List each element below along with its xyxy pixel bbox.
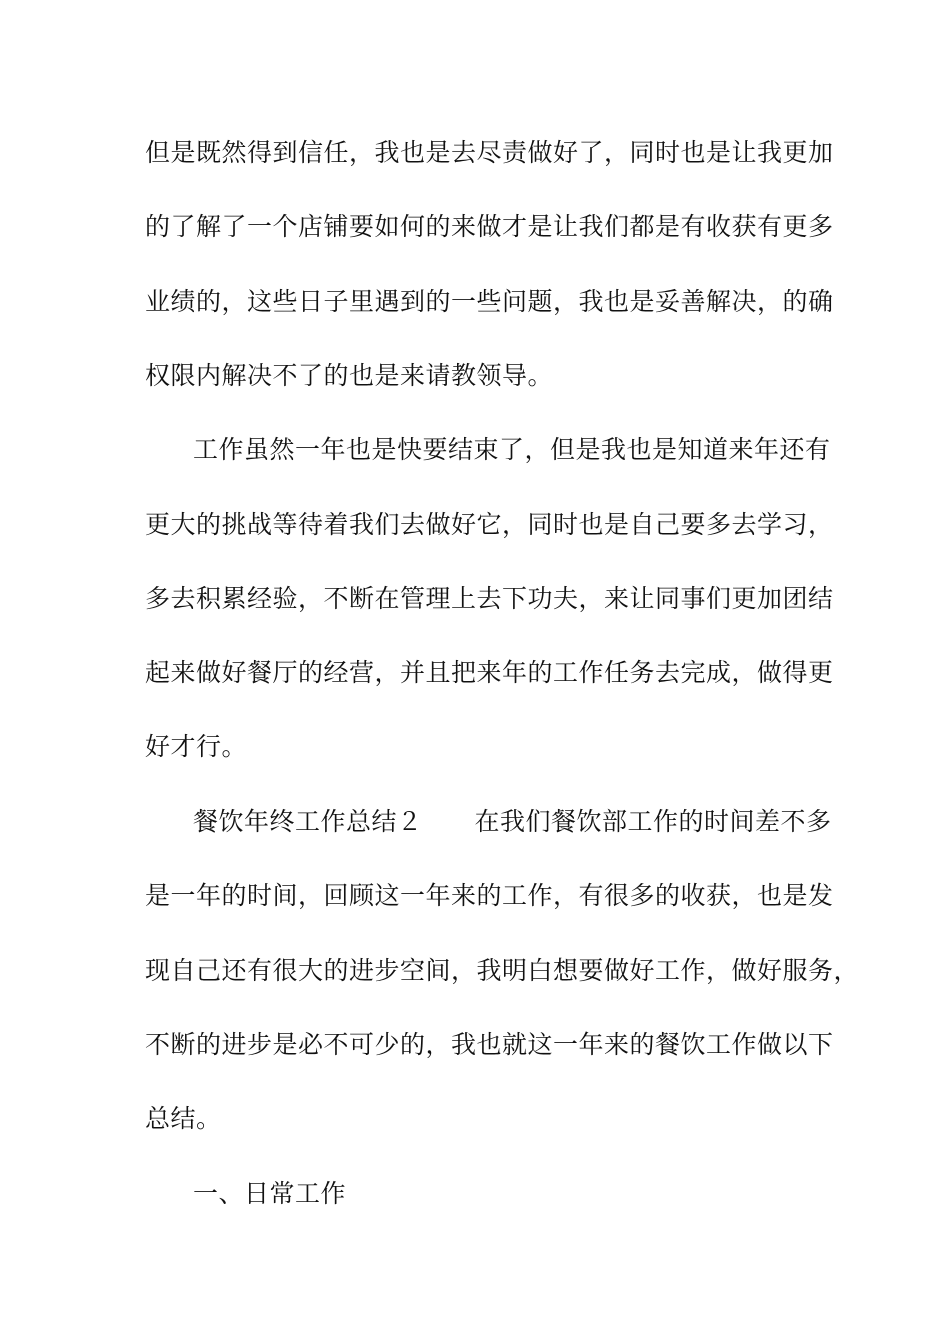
paragraph-line: 不断的进步是必不可少的，我也就这一年来的餐饮工作做以下 [145, 1030, 834, 1059]
subsection-heading: 一、日常工作 [193, 1179, 347, 1208]
paragraph-text: 在我们餐饮部工作的时间差不多 [474, 807, 832, 836]
paragraph-line: 起来做好餐厅的经营，并且把来年的工作任务去完成，做得更 [145, 658, 834, 687]
paragraph-line: 但是既然得到信任，我也是去尽责做好了，同时也是让我更加 [145, 138, 834, 167]
paragraph-line: 业绩的，这些日子里遇到的一些问题，我也是妥善解决，的确 [145, 287, 834, 316]
section-title-line [193, 802, 893, 842]
paragraph-line: 现自己还有很大的进步空间，我明白想要做好工作，做好服务， [145, 956, 860, 985]
section-title: 餐饮年终工作总结２ [193, 807, 423, 836]
paragraph-line: 权限内解决不了的也是来请教领导。 [145, 361, 554, 390]
paragraph-line: 是一年的时间，回顾这一年来的工作，有很多的收获，也是发 [145, 881, 834, 910]
paragraph-line: 更大的挑战等待着我们去做好它，同时也是自己要多去学习， [145, 510, 834, 539]
paragraph-line: 总结。 [145, 1104, 222, 1133]
paragraph-line: 的了解了一个店铺要如何的来做才是让我们都是有收获有更多 [145, 212, 834, 241]
paragraph-line: 多去积累经验，不断在管理上去下功夫，来让同事们更加团结 [145, 584, 834, 613]
paragraph-line: 工作虽然一年也是快要结束了，但是我也是知道来年还有 [193, 435, 831, 464]
paragraph-line: 好才行。 [145, 732, 248, 761]
